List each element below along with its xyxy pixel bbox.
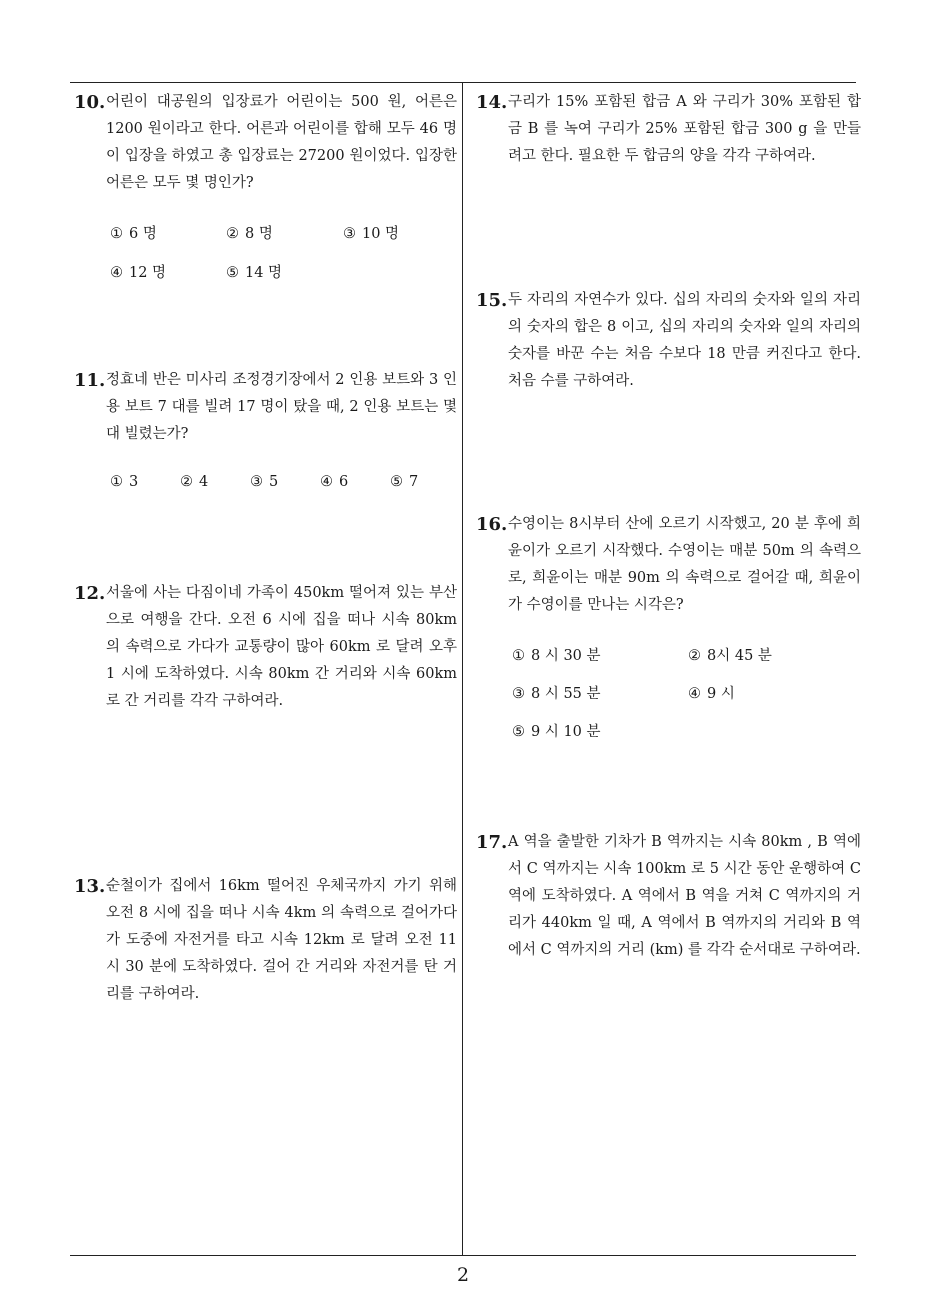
choice-1[interactable]: ① 3 (110, 474, 139, 490)
choice-5[interactable]: ⑤ 14 명 (226, 265, 283, 281)
choice-3[interactable]: ③ 10 명 (343, 226, 400, 242)
choice-5[interactable]: ⑤ 7 (390, 474, 419, 490)
choice-1[interactable]: ① 6 명 (110, 226, 157, 242)
choice-5[interactable]: ⑤ 9 시 10 분 (512, 724, 601, 740)
problem-text: 어린이 대공원의 입장료가 어린이는 500 원, 어른은 1200 원이라고 한다. 어른과 어린이를 합해 모두 46 명이 입장을 하였고 총 입장료는 27200 원이었다. 입장한 어른은 모두 몇 명인가? (106, 94, 457, 191)
choice-3[interactable]: ③ 5 (250, 474, 279, 490)
problem-16 (476, 511, 861, 619)
choice-2[interactable]: ② 4 (180, 474, 209, 490)
problem-12 (74, 580, 457, 715)
top-rule (70, 82, 856, 83)
page-number: 2 (456, 1264, 470, 1286)
problem-number: 10. (74, 92, 106, 113)
problem-number: 14. (476, 92, 508, 113)
choice-3[interactable]: ③ 8 시 55 분 (512, 686, 601, 702)
problem-number: 13. (74, 876, 106, 897)
choice-4[interactable]: ④ 9 시 (688, 686, 735, 702)
choice-4[interactable]: ④ 6 (320, 474, 349, 490)
problem-11 (74, 367, 457, 448)
problem-number: 11. (74, 370, 106, 391)
problem-text: A 역을 출발한 기차가 B 역까지는 시속 80km , B 역에서 C 역까지는 시속 100km 로 5 시간 동안 운행하여 C 역에 도착하였다. A 역에서 B 역을 거쳐 C 역까지의 거리가 440km 일 때, A 역에서 B 역까지의 거리와 B 역에서 C 역까지의 거리 (km) 를 각각 순서대로 구하여라. (508, 834, 861, 958)
problem-10 (74, 89, 457, 197)
problem-15 (476, 287, 861, 395)
problem-number: 12. (74, 583, 106, 604)
problem-text: 서울에 사는 다짐이네 가족이 450km 떨어져 있는 부산으로 여행을 간다. 오전 6 시에 집을 떠나 시속 80km 의 속력으로 가다가 교통량이 많아 60km 로 달려 오후 1 시에 도착하였다. 시속 80km 간 거리와 시속 60km 로 간 거리를 각각 구하여라. (106, 585, 457, 709)
problem-text: 수영이는 8시부터 산에 오르기 시작했고, 20 분 후에 희윤이가 오르기 시작했다. 수영이는 매분 50m 의 속력으로, 희윤이는 매분 90m 의 속력으로 걸어갈 때, 희윤이가 수영이를 만나는 시각은? (508, 516, 861, 613)
problem-number: 16. (476, 514, 508, 535)
problem-text: 구리가 15% 포함된 합금 A 와 구리가 30% 포함된 합금 B 를 녹여 구리가 25% 포함된 합금 300 g 을 만들려고 한다. 필요한 두 합금의 양을 각각 구하여라. (508, 94, 861, 164)
problem-number: 17. (476, 832, 508, 853)
problem-text: 두 자리의 자연수가 있다. 십의 자리의 숫자와 일의 자리의 숫자의 합은 8 이고, 십의 자리의 숫자와 일의 자리의 숫자를 바꾼 수는 처음 수보다 18 만큼 커진다고 한다. 처음 수를 구하여라. (508, 292, 861, 389)
problem-text: 순철이가 집에서 16km 떨어진 우체국까지 가기 위해 오전 8 시에 집을 떠나 시속 4km 의 속력으로 걸어가다가 도중에 자전거를 타고 시속 12km 로 달려 오전 11 시 30 분에 도착하였다. 걸어 간 거리와 자전거를 탄 거리를 구하여라. (106, 878, 457, 1002)
problem-text: 정효네 반은 미사리 조정경기장에서 2 인용 보트와 3 인용 보트 7 대를 빌려 17 명이 탔을 때, 2 인용 보트는 몇 대 빌렸는가? (106, 372, 457, 442)
choice-1[interactable]: ① 8 시 30 분 (512, 648, 601, 664)
problem-14 (476, 89, 861, 170)
problem-number: 15. (476, 290, 508, 311)
problem-17 (476, 829, 861, 964)
choice-4[interactable]: ④ 12 명 (110, 265, 167, 281)
column-divider (462, 82, 463, 1256)
choice-2[interactable]: ② 8시 45 분 (688, 648, 772, 664)
bottom-rule (70, 1255, 856, 1256)
problem-13 (74, 873, 457, 1008)
choice-2[interactable]: ② 8 명 (226, 226, 273, 242)
